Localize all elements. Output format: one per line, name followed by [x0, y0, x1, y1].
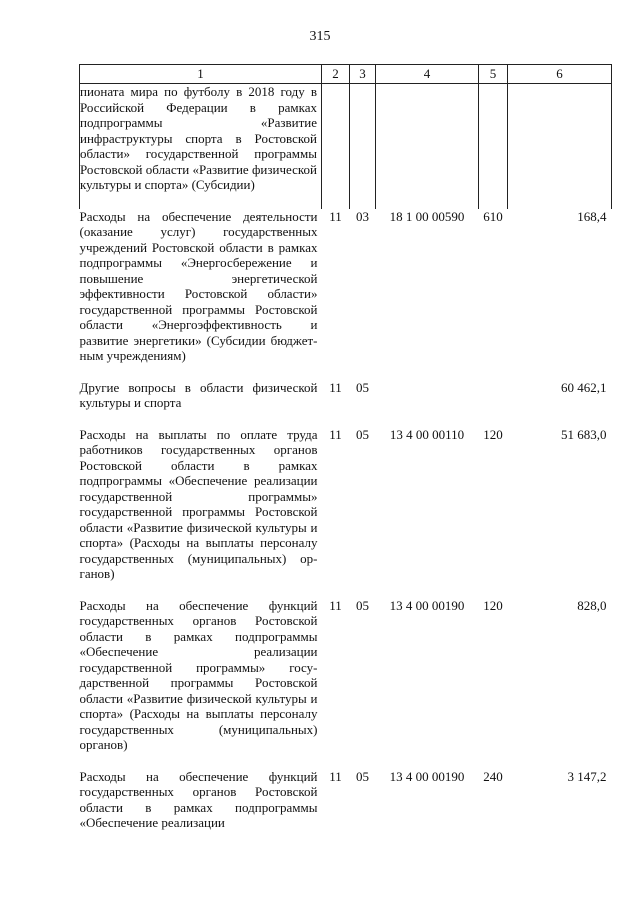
row-subsection: 05	[356, 597, 369, 613]
header-col-3: 3	[350, 65, 376, 84]
row-subsection: 05	[356, 768, 369, 784]
row-amount: 828,0	[577, 597, 607, 613]
row-expense-type: 120	[483, 426, 503, 442]
row-description: Расходы на обеспечение функций государственных органов Ростовской области в рамках подпрограммы «Обеспечение реализации государственной программы» государственной программы Ростовской области «Развитие физической культуры и спорта» (Расходы на выплаты персоналу государственных (муниципальных) органов)	[79, 597, 318, 752]
row-expense-type: 610	[483, 208, 503, 224]
table-row	[80, 598, 612, 769]
row-amount: 3 147,2	[567, 768, 607, 784]
header-col-1: 1	[80, 65, 322, 84]
row-section: 11	[329, 597, 342, 613]
row-target-code: 18 1 00 00590	[389, 208, 465, 224]
row-target-code: 13 4 00 00110	[389, 426, 465, 442]
row-target-code: 13 4 00 00190	[389, 597, 465, 613]
table-row	[80, 427, 612, 598]
page-number: 315	[309, 29, 331, 44]
header-col-2: 2	[322, 65, 350, 84]
table-header-row	[80, 65, 612, 84]
row-subsection: 03	[356, 208, 369, 224]
row-section: 11	[329, 208, 342, 224]
row-section: 11	[329, 426, 342, 442]
row-expense-type: 120	[483, 597, 503, 613]
header-col-4: 4	[376, 65, 479, 84]
row-section: 11	[329, 768, 342, 784]
row-section	[322, 84, 350, 209]
row-target-code	[376, 380, 479, 427]
row-subsection	[350, 84, 376, 209]
table-row	[80, 769, 612, 831]
row-expense-type: 240	[483, 768, 503, 784]
budget-table	[79, 64, 612, 831]
table-row	[80, 209, 612, 380]
row-amount	[508, 84, 612, 209]
row-amount: 168,4	[577, 208, 607, 224]
header-col-5: 5	[479, 65, 508, 84]
row-description: Расходы на обеспечение функций государственных органов Ростовской области в рамках подпрограммы «Обеспечение реализации	[79, 768, 318, 830]
row-amount: 60 462,1	[561, 379, 607, 395]
row-section: 11	[329, 379, 342, 395]
row-target-code: 13 4 00 00190	[389, 768, 465, 784]
row-description: Расходы на обеспечение деятельности (оказание услуг) государственных учреждений Ростовской области в рамках подпрограммы «Энергосбережение и повышение энергетической эффективности Ростовской области» государственной программы Ростовской области «Энергоэффективность и развитие энергетики» (Субсидии бюджетным учреждениям)	[79, 208, 318, 363]
row-description: Расходы на выплаты по оплате труда работников государственных органов Ростовской области в рамках подпрограммы «Обеспечение реализации государственной программы» государственной программы Ростовской области «Развитие физической культуры и спорта» (Расходы на выплаты персоналу государственных (муниципальных) органов)	[79, 426, 318, 581]
row-subsection: 05	[356, 426, 369, 442]
row-description: пионата мира по футболу в 2018 году в Российской Федерации в рамках подпрограммы «Развитие инфраструктуры спорта в Ростовской области» государственной программы Ростовской области «Развитие физической культуры и спорта» (Субсидии)	[80, 84, 322, 209]
row-target-code	[376, 84, 479, 209]
row-expense-type	[479, 380, 508, 427]
table-row	[80, 380, 612, 427]
row-expense-type	[479, 84, 508, 209]
header-col-6: 6	[508, 65, 612, 84]
table-row	[80, 84, 612, 209]
row-subsection: 05	[356, 379, 369, 395]
row-description: Другие вопросы в области физической культуры и спорта	[79, 379, 318, 410]
row-amount: 51 683,0	[561, 426, 607, 442]
